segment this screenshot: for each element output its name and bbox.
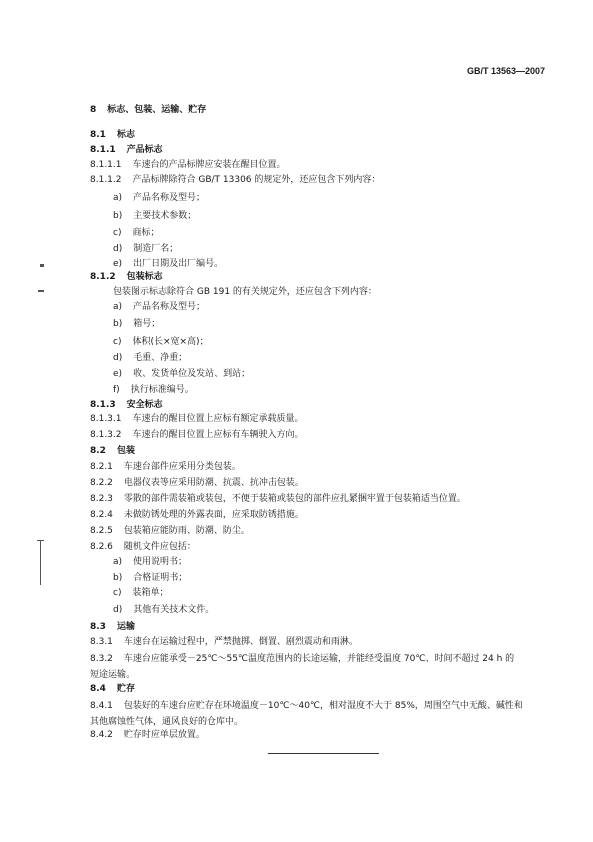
clause-number: d) (113, 244, 123, 254)
clause-text: 执行标准编号。 (130, 385, 194, 395)
clause-text: 主要技术参数； (133, 211, 197, 221)
clause-line (90, 541, 196, 553)
clause-number: 8.4.2 (90, 730, 113, 740)
clause-number: 8.1.1 (90, 145, 116, 155)
clause-line (113, 352, 187, 364)
clause-text: 产品名称及型号； (133, 302, 206, 312)
clause-text: 安全标志 (126, 400, 163, 410)
clause-number: 8.1.3.2 (90, 430, 122, 440)
clause-number: 8.3.2 (90, 654, 113, 664)
clause-number: 8.1.3.1 (90, 414, 122, 424)
clause-line (113, 286, 377, 298)
clause-text: 车速台在运输过程中，严禁抛掷、倒置、剧烈震动和雨淋。 (123, 637, 358, 647)
clause-text: 包装好的车速台应贮存在环境温度－10℃～40℃，相对湿度不大于 85%，周围空气中无酸、碱性和其他腐蚀性气体，通风良好的仓库中。 (90, 701, 523, 727)
clause-text: 制造厂名； (133, 244, 179, 254)
clause-number: 8.1.1.1 (90, 160, 122, 170)
clause-number: c) (113, 228, 122, 238)
clause-number: 8.2.1 (90, 462, 113, 472)
clause-number: c) (113, 337, 122, 347)
clause-number: f) (113, 385, 120, 395)
scan-mark (40, 264, 44, 267)
clause-number: a) (113, 557, 123, 567)
clause-number: 8 (90, 105, 97, 115)
clause-number: a) (113, 193, 123, 203)
clause-text: 包装箱应能防雨、防潮、防尘。 (123, 526, 250, 536)
clause-number: d) (113, 605, 123, 615)
clause-text: 其他有关技术文件。 (133, 605, 215, 615)
clause-number: 8.1.1.2 (90, 175, 122, 185)
clause-line (113, 572, 187, 584)
clause-line (113, 556, 187, 568)
scan-mark (38, 290, 44, 292)
clause-line (113, 318, 160, 330)
clause-number: 8.2.4 (90, 510, 113, 520)
clause-line (90, 525, 250, 537)
clause-number: 8.2.2 (90, 478, 113, 488)
clause-text: 合格证明书； (133, 573, 188, 583)
clause-line (113, 301, 205, 313)
end-rule (268, 753, 379, 754)
clause-number: 8.3 (90, 622, 106, 632)
clause-text: 体积(长×宽×高)； (132, 337, 209, 347)
clause-number: e) (113, 369, 123, 379)
clause-line (90, 429, 304, 441)
clause-text: 出厂日期及出厂编号。 (133, 259, 224, 269)
clause-line (113, 587, 168, 599)
clause-line (113, 243, 178, 255)
clause-text: 包装标志 (126, 272, 163, 282)
clause-line (90, 509, 304, 521)
section-heading (90, 104, 206, 116)
clause-text: 装箱单； (132, 588, 169, 598)
clause-line (90, 493, 466, 505)
section-heading (90, 445, 135, 457)
clause-line (90, 651, 523, 683)
clause-number: c) (113, 588, 122, 598)
clause-text: 电器仪表等应采用防潮、抗震、抗冲击包装。 (123, 478, 304, 488)
section-heading (90, 683, 135, 695)
clause-text: 使用说明书； (133, 557, 188, 567)
clause-line (90, 477, 304, 489)
clause-number: b) (113, 319, 123, 329)
clause-line (113, 604, 214, 616)
clause-text: 车速台的醒目位置上应标有额定承载质量。 (132, 414, 304, 424)
section-heading (90, 144, 163, 156)
clause-number: 8.2.3 (90, 494, 113, 504)
clause-number: 8.3.1 (90, 637, 113, 647)
standard-number: GB/T 13563—2007 (466, 66, 545, 76)
clause-number: e) (113, 259, 123, 269)
clause-line (113, 192, 205, 204)
clause-text: 包装 (116, 446, 135, 456)
clause-text: 收、发货单位及发站、到站； (133, 369, 251, 379)
clause-text: 毛重、净重； (133, 353, 188, 363)
clause-number: 8.4.1 (90, 701, 113, 711)
clause-number: 8.4 (90, 684, 106, 694)
clause-line (90, 636, 358, 648)
clause-line (113, 210, 196, 222)
clause-number: 8.1 (90, 130, 106, 140)
clause-text: 贮存时应单层放置。 (123, 730, 205, 740)
clause-text: 贮存 (116, 684, 135, 694)
clause-line (113, 336, 209, 348)
clause-line (113, 227, 159, 239)
clause-line (90, 174, 380, 186)
clause-line (90, 461, 241, 473)
clause-text: 车速台部件应采用分类包装。 (123, 462, 241, 472)
scan-mark (40, 540, 41, 585)
clause-text: 包装图示标志除符合 GB 191 的有关规定外，还应包含下列内容： (113, 287, 377, 297)
clause-text: 车速台的产品标牌应安装在醒目位置。 (132, 160, 286, 170)
clause-text: 零散的部件需装箱或装包，不便于装箱或装包的部件应扎紧捆牢置于包装箱适当位置。 (123, 494, 466, 504)
section-heading (90, 621, 135, 633)
clause-text: 未做防锈处理的外露表面，应采取防锈措施。 (123, 510, 304, 520)
clause-line (113, 368, 250, 380)
clause-text: 产品标牌除符合 GB/T 13306 的规定外，还应包含下列内容： (132, 175, 381, 185)
clause-text: 运输 (116, 622, 135, 632)
clause-line (90, 413, 304, 425)
clause-number: 8.2.5 (90, 526, 113, 536)
clause-text: 车速台的醒目位置上应标有车辆驶入方向。 (132, 430, 304, 440)
clause-number: d) (113, 353, 123, 363)
clause-text: 商标； (132, 228, 160, 238)
clause-line (90, 729, 205, 741)
section-heading (90, 271, 163, 283)
clause-text: 随机文件应包括： (123, 542, 196, 552)
clause-text: 产品名称及型号； (133, 193, 206, 203)
clause-number: 8.1.3 (90, 400, 116, 410)
section-heading (90, 129, 135, 141)
section-heading (90, 399, 163, 411)
clause-line (113, 384, 194, 396)
clause-text: 产品标志 (126, 145, 163, 155)
clause-line (113, 258, 223, 270)
clause-number: 8.2 (90, 446, 106, 456)
clause-number: 8.1.2 (90, 272, 116, 282)
clause-text: 标志、包装、运输、贮存 (107, 105, 207, 115)
clause-text: 标志 (116, 130, 135, 140)
clause-number: b) (113, 211, 123, 221)
clause-line (90, 698, 523, 730)
clause-number: 8.2.6 (90, 542, 113, 552)
clause-text: 箱号； (133, 319, 161, 329)
clause-text: 车速台应能承受－25℃～55℃温度范围内的长途运输，并能经受温度 70℃、时间不超过 24 h 的短途运输。 (90, 654, 515, 680)
clause-number: b) (113, 573, 123, 583)
clause-line (90, 159, 286, 171)
clause-number: a) (113, 302, 123, 312)
